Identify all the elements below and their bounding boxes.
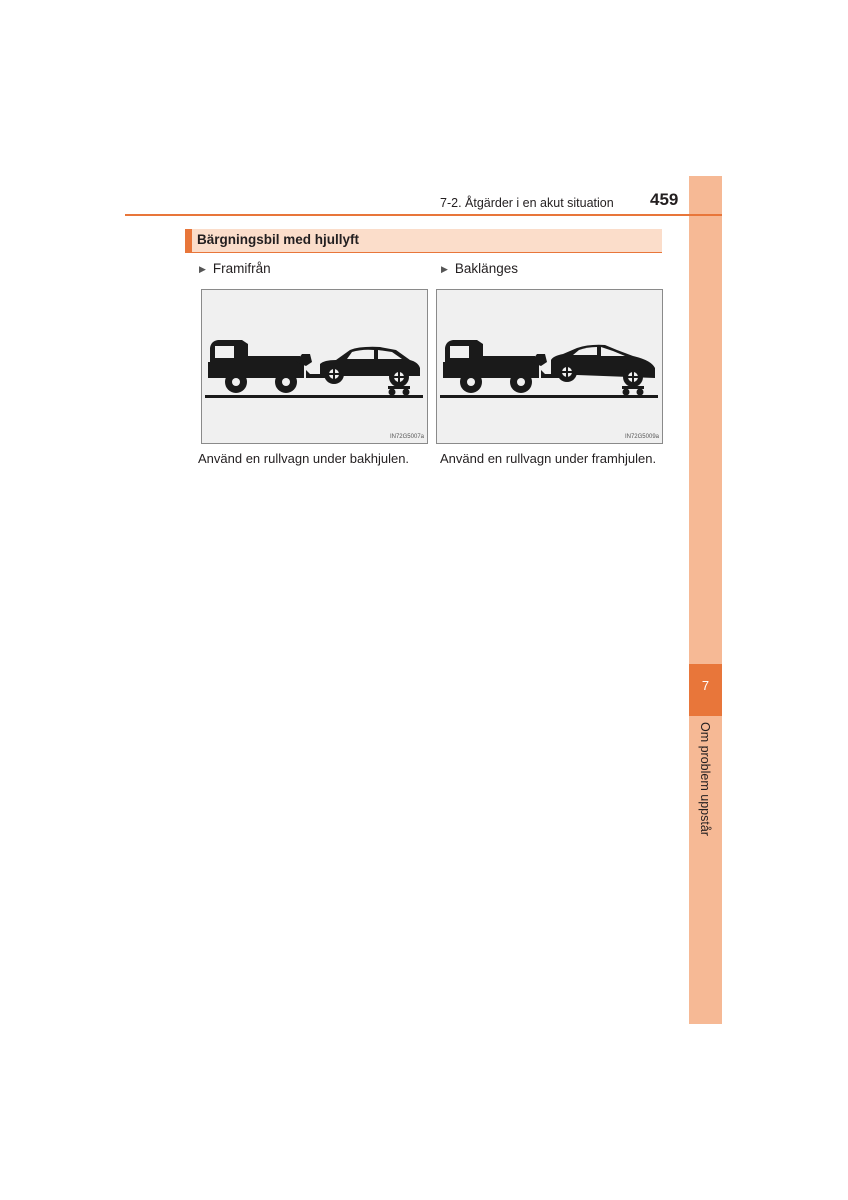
- header-divider: [125, 214, 722, 216]
- panel-caption-rear: [441, 261, 518, 276]
- truck-bed: [483, 356, 535, 362]
- dolly-platform: [622, 386, 644, 389]
- chapter-number-tab: [689, 664, 722, 716]
- tow-truck-illustration: [437, 290, 662, 443]
- dolly-wheel: [403, 389, 410, 396]
- tow-truck-illustration: [202, 290, 427, 443]
- figure-code: IN72G5007a: [389, 434, 424, 440]
- panel-caption-text: Framifrån: [212, 261, 271, 276]
- ground-line: [205, 395, 423, 398]
- ground-line: [440, 395, 658, 398]
- dolly-platform: [388, 386, 410, 389]
- page-number: 459: [650, 190, 679, 209]
- section-heading: Bärgningsbil med hjullyft: [197, 232, 360, 247]
- triangle-bullet-icon: ▶: [199, 264, 206, 274]
- panel-description-front: Använd en rullvagn under bakhjulen.: [198, 451, 410, 466]
- chapter-number: 7: [701, 678, 710, 693]
- dolly-wheel: [389, 389, 396, 396]
- chapter-title: Om problem uppstår: [698, 722, 712, 836]
- panel-caption-front: [199, 261, 271, 276]
- figure-tow-front: [201, 289, 428, 444]
- figure-tow-rear: [436, 289, 663, 444]
- dolly-wheel: [623, 389, 630, 396]
- figure-code: IN72G5009a: [624, 434, 659, 440]
- chapter-sidebar: [689, 176, 722, 1024]
- truck-bed: [248, 356, 300, 362]
- section-heading-accent: [185, 229, 192, 252]
- panel-caption-text: Baklänges: [454, 261, 518, 276]
- dolly-wheel: [637, 389, 644, 396]
- header-section-title: 7-2. Åtgärder i en akut situation: [440, 196, 614, 210]
- panel-description-rear: Använd en rullvagn under framhjulen.: [440, 451, 657, 466]
- section-heading-bar: [185, 229, 662, 253]
- triangle-bullet-icon: ▶: [441, 264, 448, 274]
